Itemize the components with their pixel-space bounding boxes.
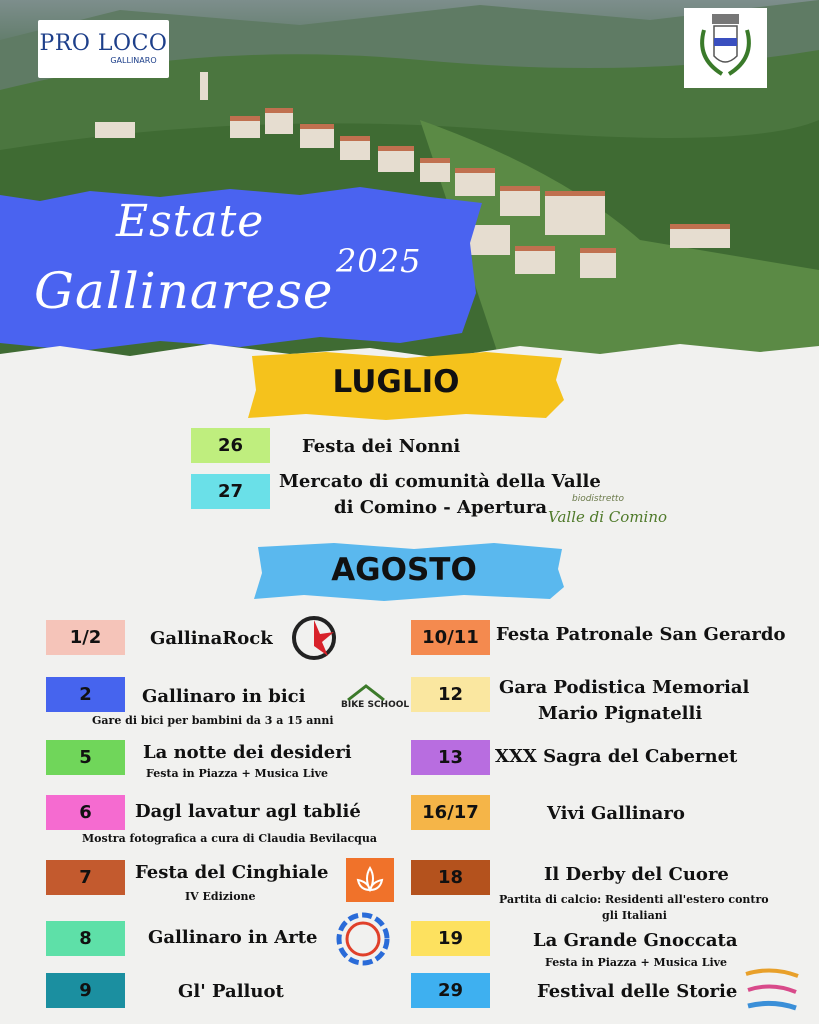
event-title-gallinaro-in-arte: Gallinaro in Arte bbox=[148, 927, 318, 948]
event-title-luglio-26: Festa dei Nonni bbox=[302, 436, 461, 457]
festival-delle-storie-logo-icon bbox=[740, 964, 804, 1018]
day-box-luglio-26: 26 bbox=[191, 428, 270, 463]
event-title-gallinaro-in-bici: Gallinaro in bici bbox=[142, 686, 306, 707]
event-sub-notte-desideri: Festa in Piazza + Musica Live bbox=[146, 767, 329, 780]
event-title-dagl-lavatur: Dagl lavatur agl tablié bbox=[135, 801, 361, 822]
day-box-agosto-16-17: 16/17 bbox=[411, 795, 490, 830]
crest-icon bbox=[684, 8, 767, 88]
valle-di-comino-logo-line1: biodistretto bbox=[572, 494, 624, 504]
event-sub-festa-cinghiale: IV Edizione bbox=[185, 890, 256, 903]
title-year: 2025 bbox=[336, 242, 422, 280]
event-sub-dagl-lavatur: Mostra fotografica a cura di Claudia Bevilacqua bbox=[82, 832, 377, 845]
event-title-gara-podistica-line1: Gara Podistica Memorial bbox=[499, 677, 750, 698]
day-box-agosto-8: 8 bbox=[46, 921, 125, 956]
day-box-luglio-27: 27 bbox=[191, 474, 270, 509]
event-title-gl-palluot: Gl' Palluot bbox=[178, 981, 284, 1002]
day-box-agosto-12: 12 bbox=[411, 677, 490, 712]
event-sub-derby-cuore-line2: gli Italiani bbox=[602, 909, 667, 922]
event-title-vivi-gallinaro: Vivi Gallinaro bbox=[547, 803, 685, 824]
pro-loco-logo-text: PRO LOCO bbox=[39, 31, 168, 56]
title-line-2: Gallinarese bbox=[34, 262, 334, 320]
day-box-agosto-10-11: 10/11 bbox=[411, 620, 490, 655]
day-box-agosto-18: 18 bbox=[411, 860, 490, 895]
day-box-agosto-6: 6 bbox=[46, 795, 125, 830]
gallinaro-in-arte-logo-icon bbox=[334, 910, 392, 968]
event-title-derby-cuore: Il Derby del Cuore bbox=[544, 864, 729, 885]
valle-di-comino-logo-icon bbox=[548, 492, 668, 532]
title-line-1: Estate bbox=[116, 196, 265, 247]
event-title-festa-cinghiale: Festa del Cinghiale bbox=[135, 862, 329, 883]
bike-school-logo-text: BIKE SCHOOL bbox=[341, 700, 410, 710]
event-title-notte-desideri: La notte dei desideri bbox=[143, 742, 352, 763]
event-title-luglio-27-line1: Mercato di comunità della Valle bbox=[279, 471, 601, 492]
pro-loco-logo-subtext: GALLINARO bbox=[110, 56, 157, 65]
event-title-gallinarock: GallinaRock bbox=[150, 628, 273, 649]
event-title-festa-patronale: Festa Patronale San Gerardo bbox=[496, 624, 786, 645]
municipal-crest bbox=[684, 8, 767, 88]
event-title-sagra-cabernet: XXX Sagra del Cabernet bbox=[495, 746, 738, 767]
valle-di-comino-logo-line2: Valle di Comino bbox=[548, 508, 668, 526]
day-box-agosto-9: 9 bbox=[46, 973, 125, 1008]
pro-loco-logo bbox=[38, 20, 169, 78]
event-title-grande-gnoccata: La Grande Gnoccata bbox=[533, 930, 738, 951]
event-sub-gallinaro-in-bici: Gare di bici per bambini da 3 a 15 anni bbox=[92, 714, 334, 727]
day-box-agosto-7: 7 bbox=[46, 860, 125, 895]
agosto-heading: AGOSTO bbox=[331, 552, 477, 588]
day-box-agosto-29: 29 bbox=[411, 973, 490, 1008]
event-title-festival-storie: Festival delle Storie bbox=[537, 981, 738, 1002]
luglio-heading: LUGLIO bbox=[332, 364, 460, 400]
lotus-logo-icon bbox=[346, 858, 394, 902]
event-sub-derby-cuore-line1: Partita di calcio: Residenti all'estero contro bbox=[499, 893, 769, 906]
bike-school-logo-icon bbox=[338, 680, 410, 720]
gallinarock-logo-icon bbox=[290, 614, 346, 662]
day-box-agosto-13: 13 bbox=[411, 740, 490, 775]
day-box-agosto-2: 2 bbox=[46, 677, 125, 712]
day-box-agosto-19: 19 bbox=[411, 921, 490, 956]
event-title-gara-podistica-line2: Mario Pignatelli bbox=[538, 703, 703, 724]
day-box-agosto-5: 5 bbox=[46, 740, 125, 775]
event-title-luglio-27-line2: di Comino - Apertura bbox=[334, 497, 548, 518]
day-box-agosto-1-2: 1/2 bbox=[46, 620, 125, 655]
event-sub-grande-gnoccata: Festa in Piazza + Musica Live bbox=[545, 956, 728, 969]
